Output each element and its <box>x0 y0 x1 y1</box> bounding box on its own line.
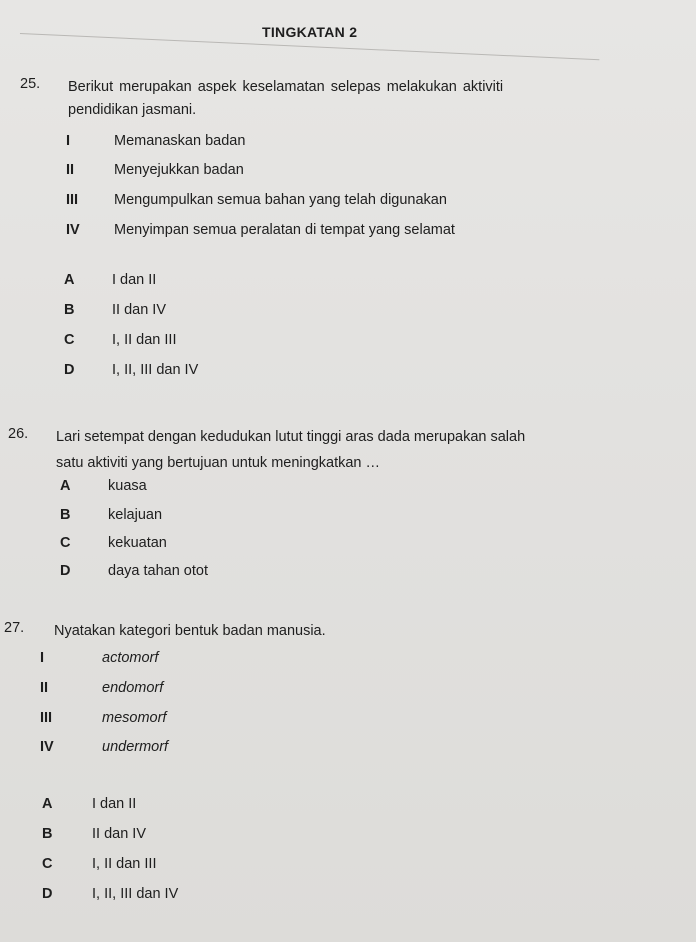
question-26-stem <box>8 426 688 476</box>
option-letter: B <box>60 507 71 523</box>
option-letter: C <box>42 856 53 872</box>
question-text-line-1: Lari setempat dengan kedudukan lutut tinggi aras dada merupakan salah <box>56 429 526 445</box>
option-text: II dan IV <box>112 302 167 318</box>
option-text: I, II, III dan IV <box>92 886 179 902</box>
question-number: 25. <box>20 76 41 92</box>
statement-text: Mengumpulkan semua bahan yang telah digunakan <box>114 192 447 208</box>
option-letter: A <box>42 796 53 812</box>
option-letter: D <box>42 886 53 902</box>
option-letter: C <box>64 332 75 348</box>
question-27-stem <box>4 620 684 644</box>
option-letter: A <box>60 478 71 494</box>
statement-text: Menyimpan semua peralatan di tempat yang selamat <box>114 222 455 238</box>
question-text-line-2: pendidikan jasmani. <box>68 102 197 118</box>
option-letter: D <box>64 362 75 378</box>
statement-text: Menyejukkan badan <box>114 162 244 178</box>
statement-text: mesomorf <box>102 710 167 726</box>
option-text: I, II dan III <box>112 332 177 348</box>
statement-roman: IV <box>40 739 54 755</box>
statement-roman: II <box>40 680 49 696</box>
statement-roman: I <box>66 133 71 149</box>
statement-roman: I <box>40 650 45 666</box>
statement-roman: IV <box>66 222 80 238</box>
statement-roman: III <box>66 192 79 208</box>
option-text: I dan II <box>92 796 137 812</box>
question-number: 26. <box>8 426 29 442</box>
question-text-line-1: Nyatakan kategori bentuk badan manusia. <box>54 623 326 639</box>
option-letter: A <box>64 272 75 288</box>
question-text-line-1: Berikut merupakan aspek keselamatan selepas melakukan aktiviti <box>68 79 504 95</box>
option-text: II dan IV <box>92 826 147 842</box>
statement-text: Memanaskan badan <box>114 133 246 149</box>
option-text: I dan II <box>112 272 157 288</box>
statement-text: undermorf <box>102 739 169 755</box>
question-number: 27. <box>4 620 25 636</box>
option-text: I, II, III dan IV <box>112 362 199 378</box>
statement-text: actomorf <box>102 650 159 666</box>
option-letter: B <box>64 302 75 318</box>
option-letter: B <box>42 826 53 842</box>
option-text: I, II dan III <box>92 856 157 872</box>
option-text: kelajuan <box>108 507 163 523</box>
option-letter: D <box>60 563 71 579</box>
question-25-stem <box>20 76 680 126</box>
statement-roman: II <box>66 162 75 178</box>
statement-text: endomorf <box>102 680 164 696</box>
statement-roman: III <box>40 710 53 726</box>
option-text: kekuatan <box>108 535 167 551</box>
page-header-title: TINGKATAN 2 <box>262 24 358 40</box>
option-text: kuasa <box>108 478 147 494</box>
option-text: daya tahan otot <box>108 563 208 579</box>
question-text-line-2: satu aktiviti yang bertujuan untuk meningkatkan … <box>56 455 381 471</box>
option-letter: C <box>60 535 71 551</box>
